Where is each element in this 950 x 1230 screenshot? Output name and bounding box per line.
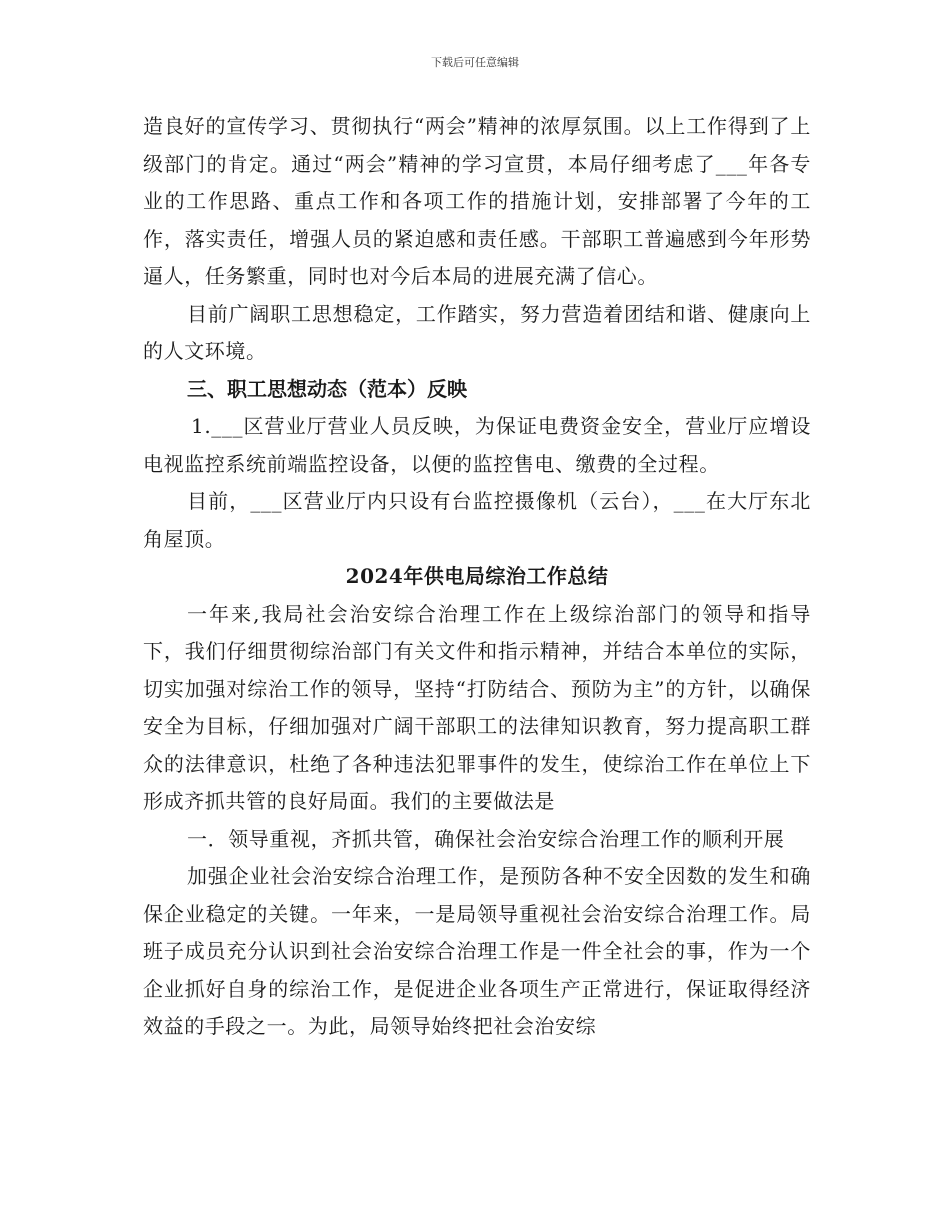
paragraph-5: 一年来,我局社会治安综合治理工作在上级综治部门的领导和指导下，我们仔细贯彻综治部门有关文件和指示精神，并结合本单位的实际，切实加强对综治工作的领导，坚持“打防结合、预防为主”的方针，以确保安全为目标，仔细加强对广阔干部职工的法律知识教育，努力提高职工群众的法律意识，杜绝了各种违法犯罪事件的发生，使综治工作在单位上下形成齐抓共管的良好局面。我们的主要做法是 bbox=[143, 601, 811, 813]
section-heading-3: 三、职工思想动态（范本）反映 bbox=[187, 376, 467, 401]
paragraph-6: 一．领导重视，齐抓共管，确保社会治安综合治理工作的顺利开展 bbox=[187, 826, 785, 851]
paragraph-7: 加强企业社会治安综合治理工作，是预防各种不安全因数的发生和确保企业稳定的关键。一年来，一是局领导重视社会治安综合治理工作。局班子成员充分认识到社会治安综合治理工作是一件全社会的事，作为一个企业抓好自身的综治工作，是促进企业各项生产正常进行，保证取得经济效益的手段之一。为此，局领导始终把社会治安综 bbox=[143, 864, 811, 1038]
document-title: 2024年供电局综治工作总结 bbox=[345, 564, 609, 588]
paragraph-item-1: 1.___区营业厅营业人员反映，为保证电费资金安全，营业厅应增设电视监控系统前端监控设备，以便的监控售电、缴费的全过程。 bbox=[143, 414, 811, 476]
header-note: 下载后可任意编辑 bbox=[431, 56, 519, 69]
document-body bbox=[143, 108, 811, 1046]
paragraph-1: 造良好的宣传学习、贯彻执行“两会”精神的浓厚氛围。以上工作得到了上级部门的肯定。通过“两会”精神的学习宣贯，本局仔细考虑了___年各专业的工作思路、重点工作和各项工作的措施计划，安排部署了今年的工作，落实责任，增强人员的紧迫感和责任感。干部职工普遍感到今年形势逼人，任务繁重，同时也对今后本局的进展充满了信心。 bbox=[143, 114, 811, 288]
paragraph-4: 目前，___区营业厅内只设有台监控摄像机（云台），___在大厅东北角屋顶。 bbox=[143, 489, 811, 551]
paragraph-2: 目前广阔职工思想稳定，工作踏实，努力营造着团结和谐、健康向上的人文环境。 bbox=[143, 301, 811, 363]
